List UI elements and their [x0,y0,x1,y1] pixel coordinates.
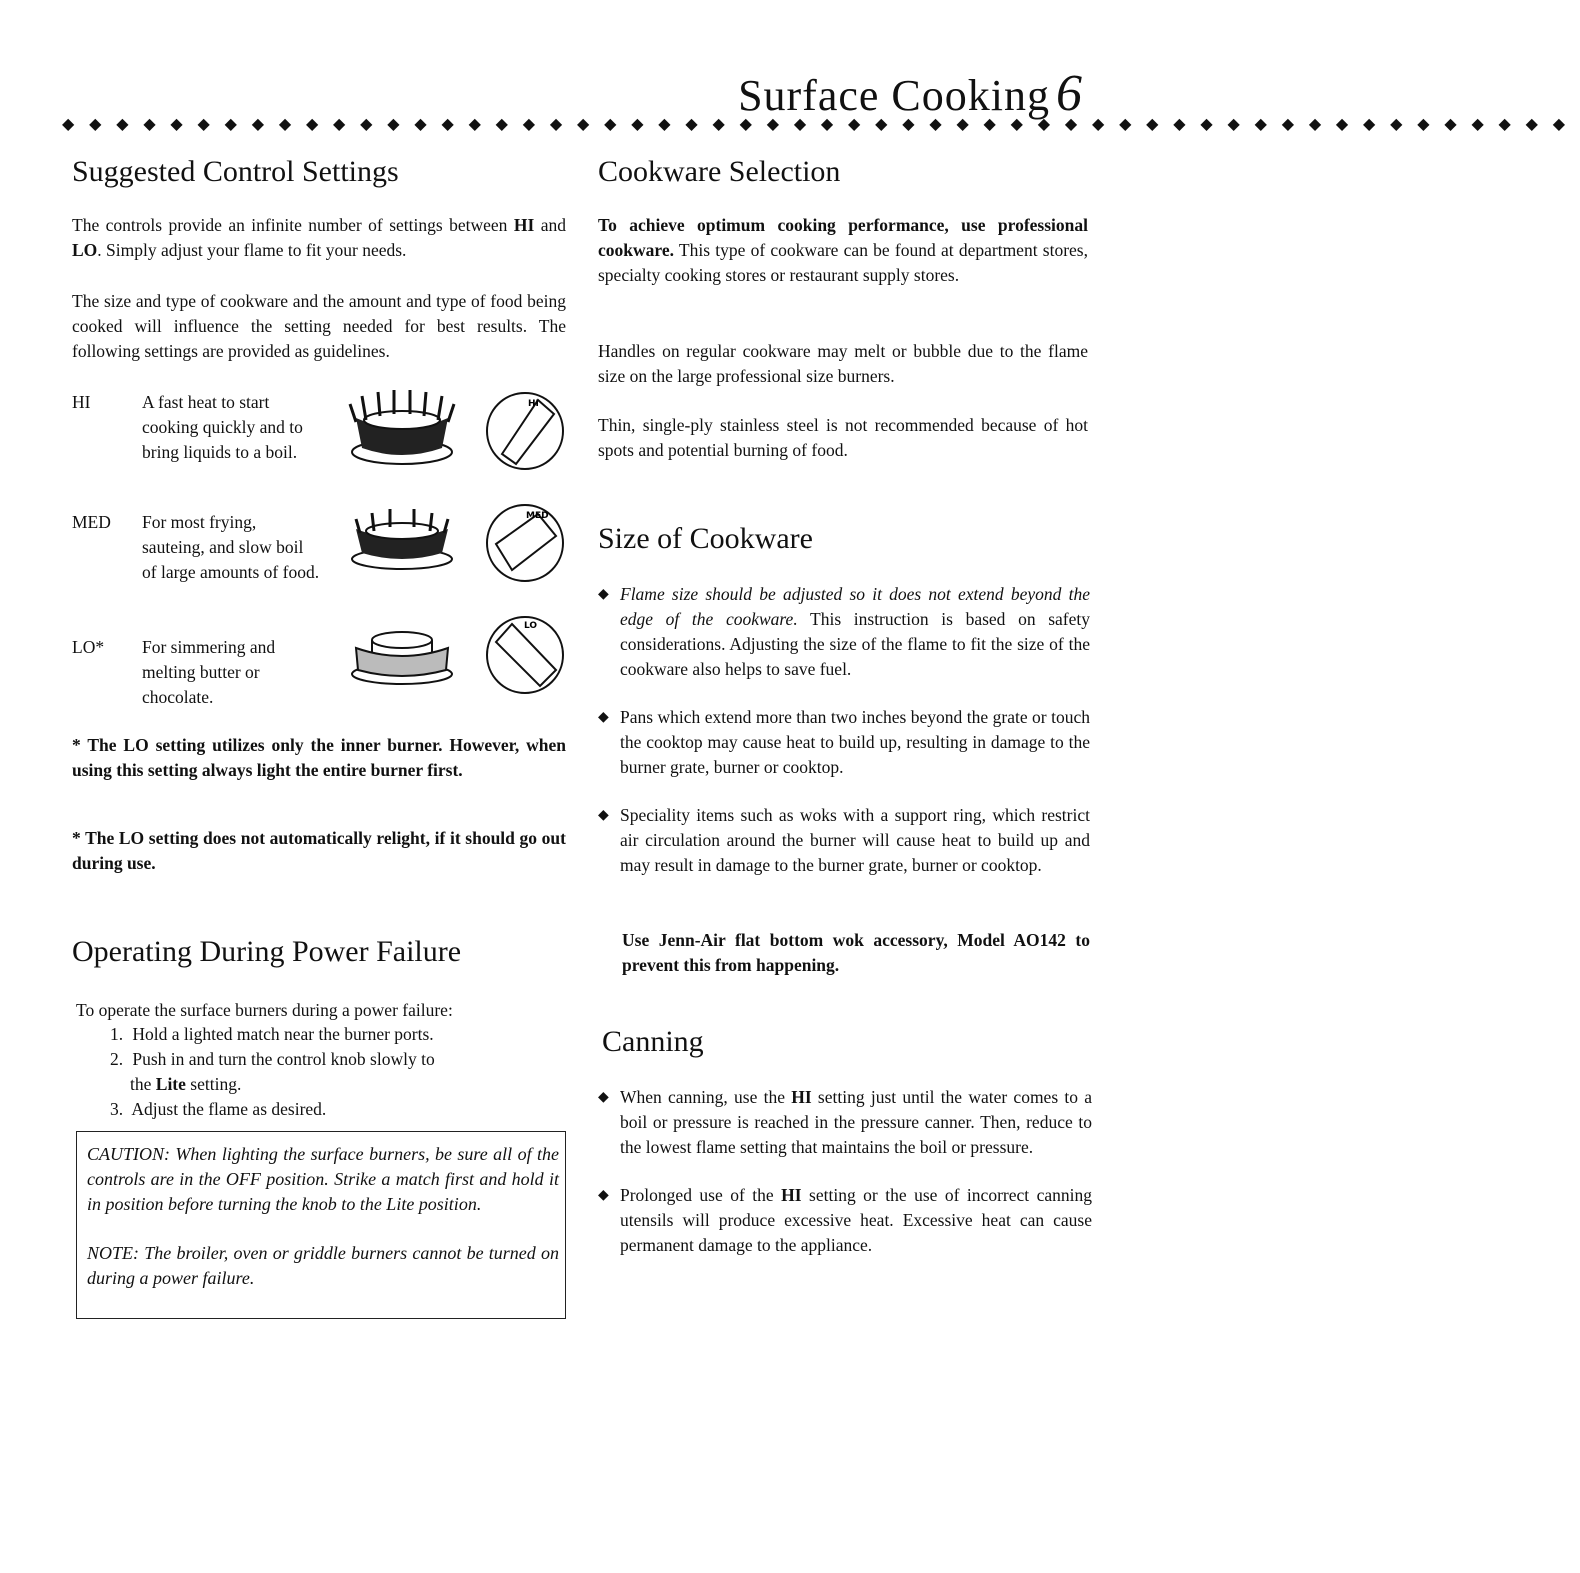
list-item: ◆ Flame size should be adjusted so it does not extend beyond the edge of the cookware. This instruction is based on safety considerations. Adjusting the size of the flame to fit the size of the cookware also helps to save fuel. [598,584,1090,679]
power-failure-steps [110,1022,435,1122]
cookware-selection-heading: Cookware Selection [598,155,841,188]
list-item: ◆ Pans which extend more than two inches beyond the grate or touch the cooktop may cause heat to build up, resulting in damage to the burner grate, burner or cooktop. [598,707,1090,777]
med-knob-icon [482,500,568,586]
lo-knob-icon [482,612,568,698]
wok-accessory-note: Use Jenn-Air flat bottom wok accessory, Model AO142 to prevent this from happening. [622,930,1090,975]
cookware-intro: To achieve optimum cooking performance, use professional cookware. This type of cookware can be found at department stores, specialty cooking stores or restaurant supply stores. [598,215,1088,285]
list-item: ◆ When canning, use the HI setting just until the water comes to a boil or pressure is reached in the pressure canner. Then, reduce to the lowest flame setting that maintains the boil or pressure. [598,1087,1092,1157]
svg-text:HI: HI [528,399,539,409]
low-flame-burner-icon [342,618,462,690]
setting-key: LO* [72,637,105,657]
hi-knob-icon [482,388,568,474]
setting-key: HI [72,392,91,412]
power-failure-note: NOTE: The broiler, oven or griddle burners cannot be turned on during a power failure. [87,1243,559,1288]
power-failure-intro: To operate the surface burners during a power failure: [76,1000,453,1020]
page-number: 6 [1056,65,1083,122]
caution-box [76,1131,566,1319]
cookware-handles: Handles on regular cookware may melt or bubble due to the flame size on the large professional size burners. [598,341,1088,386]
size-of-cookware-heading: Size of Cookware [598,522,813,555]
svg-text:LO: LO [524,621,538,631]
svg-text:MED: MED [526,511,549,521]
diamond-divider: ◆◆◆◆◆◆◆◆◆◆◆◆◆◆◆◆◆◆◆◆◆◆◆◆◆◆◆◆◆◆◆◆◆◆◆◆◆◆◆◆◆◆◆◆◆◆◆◆◆◆◆◆◆◆◆◆ [62,114,1580,133]
list-item: 3. Adjust the flame as desired. [110,1099,327,1119]
list-item: 1. Hold a lighted match near the burner ports. [110,1024,434,1044]
setting-desc: For simmering and melting butter or chocolate. [142,637,276,707]
full-flame-burner-icon [342,388,462,470]
canning-bullets [598,1085,1092,1281]
list-item: ◆ Prolonged use of the HI setting or the use of incorrect canning utensils will produce excessive heat. Excessive heat can cause permanent damage to the appliance. [598,1185,1092,1255]
power-failure-heading: Operating During Power Failure [72,935,462,968]
setting-key: MED [72,512,111,532]
medium-flame-burner-icon [342,505,462,575]
lo-inner-burner-note: * The LO setting utilizes only the inner burner. However, when using this setting always light the entire burner first. [72,735,566,780]
cookware-stainless: Thin, single-ply stainless steel is not recommended because of hot spots and potential burning of food. [598,415,1088,460]
caution-text: CAUTION: When lighting the surface burners, be sure all of the controls are in the OFF position. Strike a match first and hold it in position before turning the knob to the Lite position. [87,1144,559,1214]
settings-intro: The controls provide an infinite number of settings between HI and LO. Simply adjust your flame to fit your needs. [72,215,566,260]
list-item: the Lite setting. [130,1074,242,1094]
canning-heading: Canning [602,1025,704,1058]
page-title: Surface Cooking [738,71,1050,120]
setting-desc: For most frying, sauteing, and slow boil of large amounts of food. [142,512,320,582]
setting-desc: A fast heat to start cooking quickly and to bring liquids to a boil. [142,392,303,462]
settings-guidelines: The size and type of cookware and the amount and type of food being cooked will influence the setting needed for best results. The following settings are provided as guidelines. [72,291,566,361]
suggested-settings-heading: Suggested Control Settings [72,155,399,188]
list-item: ◆ Speciality items such as woks with a support ring, which restrict air circulation around the burner will cause heat to build up and may result in damage to the burner grate, burner or cooktop. [598,805,1090,875]
list-item: 2. Push in and turn the control knob slowly to [110,1049,435,1069]
size-bullets [598,582,1090,901]
lo-relight-note: * The LO setting does not automatically relight, if it should go out during use. [72,828,566,873]
